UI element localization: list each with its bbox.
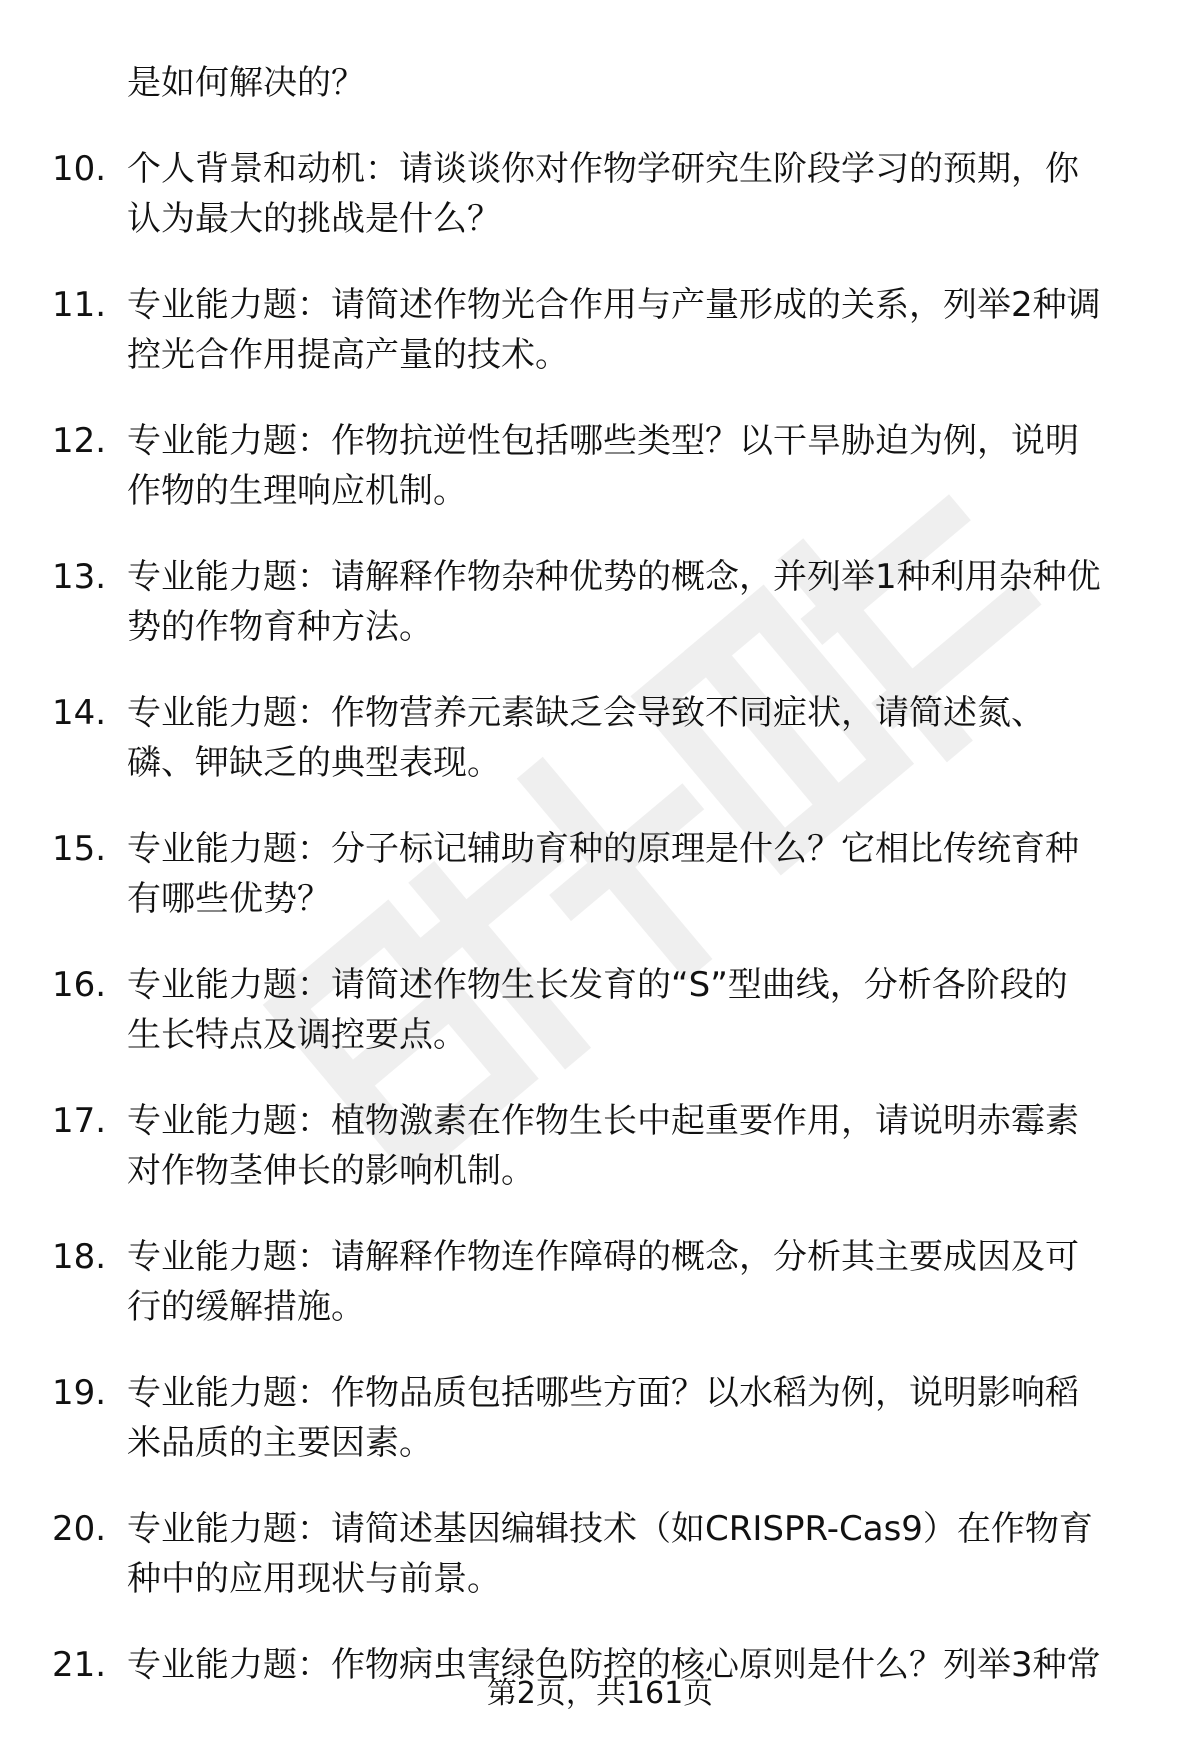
item-text xyxy=(127,1096,1160,1196)
item-text-line: 专业能力题：作物品质包括哪些方面？以水稻为例，说明影响稻 xyxy=(127,1373,1079,1413)
item-number: 17. xyxy=(52,1101,107,1141)
item-text xyxy=(127,1232,1160,1332)
item-text xyxy=(127,1504,1160,1604)
item-text xyxy=(127,416,1160,516)
item-number: 18. xyxy=(52,1237,107,1277)
item-text-line: 有哪些优势？ xyxy=(127,879,331,919)
item-text-line: 种中的应用现状与前景。 xyxy=(127,1559,501,1599)
list-item xyxy=(52,144,1160,244)
item-text-line: 个人背景和动机：请谈谈你对作物学研究生阶段学习的预期，你 xyxy=(127,149,1079,189)
item-text-line: 米品质的主要因素。 xyxy=(127,1423,433,1463)
item-text xyxy=(127,960,1160,1060)
list-item xyxy=(52,1096,1160,1196)
item-text-line: 专业能力题：请解释作物杂种优势的概念，并列举1种利用杂种优 xyxy=(127,557,1101,597)
page-footer: 第2页，共161页 xyxy=(486,1676,714,1711)
item-number: 10. xyxy=(52,149,107,189)
item-text-line: 专业能力题：分子标记辅助育种的原理是什么？它相比传统育种 xyxy=(127,829,1079,869)
item-text-line: 专业能力题：植物激素在作物生长中起重要作用，请说明赤霉素 xyxy=(127,1101,1079,1141)
list-item xyxy=(52,960,1160,1060)
item-text-line: 势的作物育种方法。 xyxy=(127,607,433,647)
item-text xyxy=(127,1368,1160,1468)
list-item xyxy=(52,824,1160,924)
item-number: 15. xyxy=(52,829,107,869)
item-text-line: 专业能力题：请简述作物光合作用与产量形成的关系，列举2种调 xyxy=(127,285,1101,325)
list-item xyxy=(52,1504,1160,1604)
list-item xyxy=(52,552,1160,652)
item-number: 13. xyxy=(52,557,107,597)
items-container xyxy=(52,144,1160,1690)
item-text-line: 磷、钾缺乏的典型表现。 xyxy=(127,743,501,783)
item-number: 19. xyxy=(52,1373,107,1413)
item-number: 11. xyxy=(52,285,107,325)
list-item xyxy=(52,1232,1160,1332)
item-text-line: 控光合作用提高产量的技术。 xyxy=(127,335,569,375)
item-text-line: 行的缓解措施。 xyxy=(127,1287,365,1327)
item-text-line: 作物的生理响应机制。 xyxy=(127,471,467,511)
item-text xyxy=(127,824,1160,924)
question-list xyxy=(52,58,1160,1690)
item-text xyxy=(127,280,1160,380)
item-text-line: 对作物茎伸长的影响机制。 xyxy=(127,1151,535,1191)
continuation-line: 是如何解决的？ xyxy=(127,63,365,103)
item-number: 12. xyxy=(52,421,107,461)
item-text-line: 生长特点及调控要点。 xyxy=(127,1015,467,1055)
list-item xyxy=(52,1368,1160,1468)
item-text xyxy=(127,688,1160,788)
item-number: 21. xyxy=(52,1645,107,1685)
item-number: 20. xyxy=(52,1509,107,1549)
list-item xyxy=(52,688,1160,788)
item-text-line: 认为最大的挑战是什么？ xyxy=(127,199,501,239)
item-number: 14. xyxy=(52,693,107,733)
item-text-line: 专业能力题：作物抗逆性包括哪些类型？以干旱胁迫为例，说明 xyxy=(127,421,1079,461)
list-item xyxy=(52,280,1160,380)
item-text-line: 专业能力题：作物病虫害绿色防控的核心原则是什么？列举3种常 xyxy=(127,1645,1101,1685)
item-text-line: 专业能力题：请简述作物生长发育的“S”型曲线，分析各阶段的 xyxy=(127,965,1068,1005)
item-text xyxy=(127,144,1160,244)
item-text-line: 专业能力题：请解释作物连作障碍的概念，分析其主要成因及可 xyxy=(127,1237,1079,1277)
item-text xyxy=(127,552,1160,652)
item-text-line: 专业能力题：请简述基因编辑技术（如CRISPR-Cas9）在作物育 xyxy=(127,1509,1093,1549)
item-text-line: 专业能力题：作物营养元素缺乏会导致不同症状，请简述氮、 xyxy=(127,693,1045,733)
item-number: 16. xyxy=(52,965,107,1005)
list-item xyxy=(52,416,1160,516)
